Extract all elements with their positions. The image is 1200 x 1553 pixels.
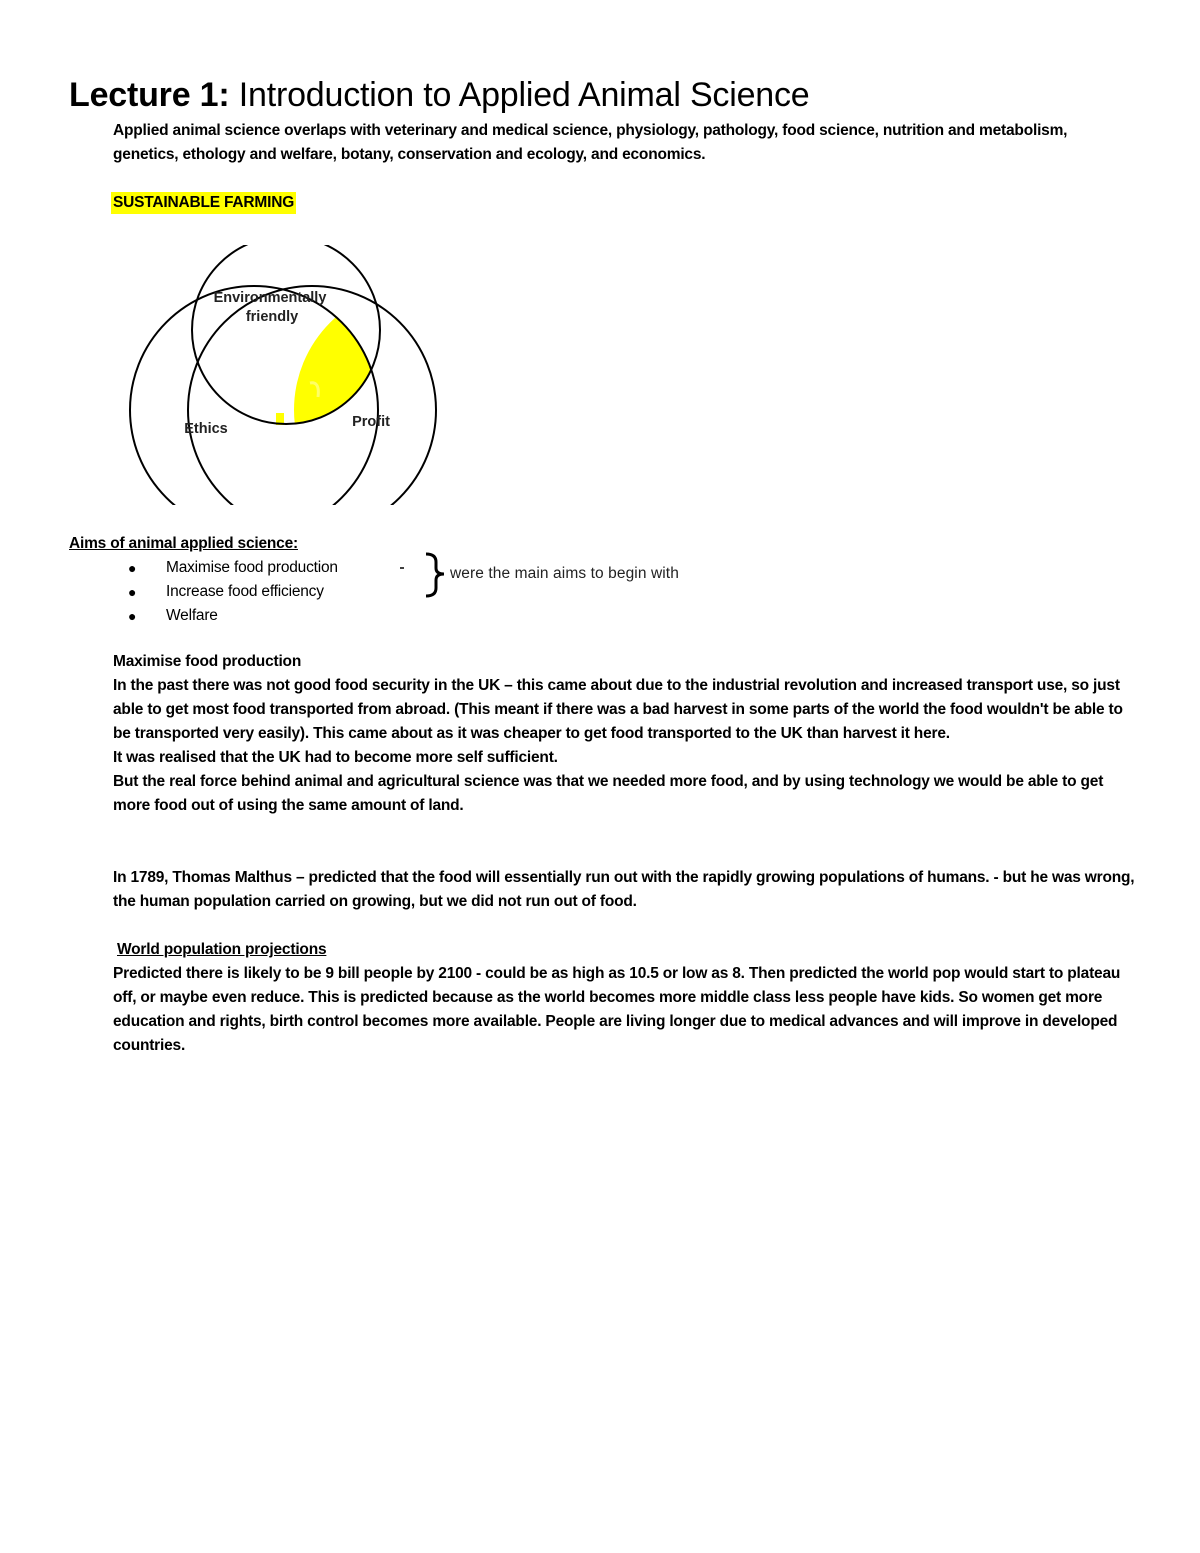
aims-list-item [124, 604, 338, 628]
world-population-paragraph: Predicted there is likely to be 9 bill people by 2100 - could be as high as 10.5 or low as 8. Then predicted the world pop would start to plateau off, or maybe even reduce. This is predicted because as the world becomes more middle class less people have kids. So women get more education and rights, birth control becomes more available. People are living longer due to medical advances and will improve in developed countries. [113, 965, 1121, 1054]
aims-heading: Aims of animal applied science: [69, 535, 298, 552]
bullet-icon: ● [128, 584, 137, 600]
venn-label-environmentally: Environmentally [213, 290, 327, 306]
intro-paragraph: Applied animal science overlaps with veterinary and medical science, physiology, pathology, food science, nutrition and metabolism, genetics, ethology and welfare, botany, conservation and ecology, and economics. [113, 122, 1068, 163]
venn-label-ethics: Ethics [184, 421, 228, 437]
page-title [69, 74, 810, 116]
bullet-icon: ● [128, 560, 137, 576]
bullet-icon: ● [128, 608, 137, 624]
aims-item-text: Maximise food production [166, 559, 338, 576]
world-population-heading: World population projections [117, 941, 327, 958]
aims-note: were the main aims to begin with [450, 565, 679, 582]
title-lecture-number: Lecture 1: [69, 76, 230, 114]
aims-list-item [124, 556, 338, 580]
sustainability-venn-diagram [120, 245, 460, 505]
venn-label-profit: Profit [352, 414, 390, 430]
curly-brace-icon [398, 550, 446, 600]
maximise-paragraph: But the real force behind animal and agricultural science was that we needed more food, and by using technology we would be able to get more food out of using the same amount of land. [113, 773, 1104, 814]
aims-list-item [124, 580, 338, 604]
aims-item-text: Increase food efficiency [166, 583, 324, 600]
title-topic: Introduction to Applied Animal Science [229, 76, 810, 114]
malthus-paragraph: In 1789, Thomas Malthus – predicted that the food will essentially run out with the rapidly growing populations of humans. - but he was wrong, the human population carried on growing, but we did not run out of food. [113, 869, 1135, 910]
venn-label-friendly: friendly [245, 309, 299, 325]
maximise-paragraph: It was realised that the UK had to become more self sufficient. [113, 749, 558, 766]
aims-list [124, 556, 338, 628]
maximise-section [113, 674, 1138, 818]
maximise-paragraph: In the past there was not good food security in the UK – this came about due to the industrial revolution and increased transport use, so just able to get most food transported from abroad. (This meant if there was a bad harvest in some parts of the world the food wouldn't be able to be transported very easily). This came about as it was cheaper to get food transported to the UK than harvest it here. [113, 677, 1123, 742]
aims-item-text: Welfare [166, 607, 218, 624]
maximise-heading: Maximise food production [113, 653, 302, 670]
sustainable-farming-heading: SUSTAINABLE FARMING [111, 192, 296, 214]
